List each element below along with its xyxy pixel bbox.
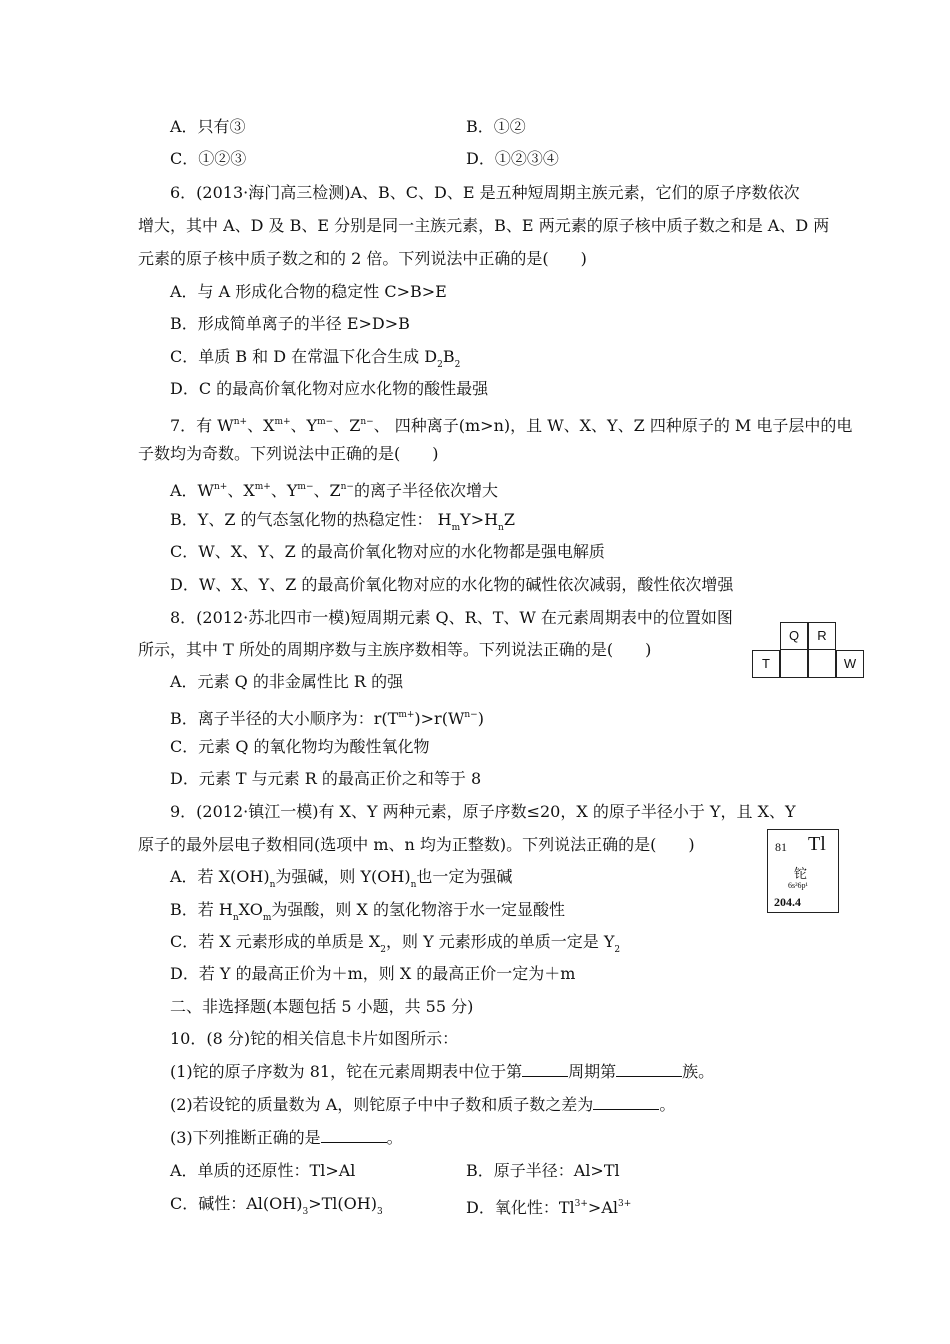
table-cell-t: T (752, 650, 780, 678)
q7-option-a: A．$W^{n+}$、$X^{m+}$、$Y^{m-}$、$Z^{n-}$的离子半径依次增大 (170, 481, 498, 500)
card-symbol: Tl (808, 833, 826, 855)
card-config: 6s²6p¹ (788, 881, 808, 890)
q6-stem-line1: 6．(2013·海门高三检测)A、B、C、D、E 是五种短周期主族元素，它们的原子序数依次 (170, 183, 800, 202)
q7-stem-line1: 7．有 $W^{n+}$、$X^{m+}$、$Y^{m-}$、$Z^{n-}$、 四种离子(m>n)，且 W、X、Y、Z 四种原子的 M 电子层中的电 (170, 416, 853, 435)
q7-stem-line2: 子数均为奇数。下列说法中正确的是( ) (138, 444, 439, 463)
q6-stem-line2: 增大，其中 A、D 及 B、E 分别是同一主族元素，B、E 两元素的原子核中质子数之和是 A、D 两 (138, 216, 830, 235)
q10-option-b: B．原子半径：Al>Tl (466, 1161, 620, 1180)
q5-option-c: C．①②③ (170, 149, 247, 168)
q6-option-d: D．C 的最高价氧化物对应水化物的酸性最强 (170, 379, 489, 398)
q8-stem-line1: 8．(2012·苏北四市一模)短周期元素 Q、R、T、W 在元素周期表中的位置如图 (170, 608, 733, 627)
q7-option-c: C．W、X、Y、Z 的最高价氧化物对应的水化物都是强电解质 (170, 542, 605, 561)
answer-blank-inference[interactable] (321, 1127, 387, 1143)
q10-part2: (2)若设铊的质量数为 A，则铊原子中中子数和质子数之差为 。 (170, 1095, 676, 1114)
card-atomic-number: 81 (775, 840, 787, 854)
q10-part1: (1)铊的原子序数为 81，铊在元素周期表中位于第 周期第 族。 (170, 1062, 715, 1081)
q9-option-c: C．若 X 元素形成的单质是 $X_2$，则 Y 元素形成的单质一定是 $Y_2$ (170, 932, 621, 955)
card-mass: 204.4 (774, 895, 801, 909)
card-name: 铊 (794, 866, 808, 881)
table-cell-empty-2 (808, 650, 836, 678)
q6-option-b: B．形成简单离子的半径 E>D>B (170, 314, 410, 333)
q8-option-b: B．离子半径的大小顺序为：$r(T^{m+})>r(W^{n-})$ (170, 709, 484, 728)
answer-blank-group[interactable] (616, 1061, 682, 1077)
answer-blank-period[interactable] (522, 1061, 568, 1077)
section-heading: 二、非选择题(本题包括 5 小题，共 55 分) (170, 997, 474, 1016)
q7-option-d: D．W、X、Y、Z 的最高价氧化物对应的水化物的碱性依次减弱，酸性依次增强 (170, 575, 734, 594)
table-cell-q: Q (780, 622, 808, 650)
q6-option-c: C．单质 B 和 D 在常温下化合生成 $D_2B_2$ (170, 347, 461, 370)
q6-option-a: A．与 A 形成化合物的稳定性 C>B>E (170, 282, 447, 301)
q9-stem-line2: 原子的最外层电子数相同(选项中 m、n 均为正整数)。下列说法正确的是( ) (138, 835, 695, 854)
q8-stem-line2: 所示，其中 T 所处的周期序数与主族序数相等。下列说法正确的是( ) (138, 640, 652, 659)
q8-option-c: C．元素 Q 的氧化物均为酸性氧化物 (170, 737, 430, 756)
q9-option-b: B．若 $H_nXO_m$为强酸，则 X 的氢化物溶于水一定显酸性 (170, 900, 565, 923)
q9-stem-line1: 9．(2012·镇江一模)有 X、Y 两种元素，原子序数≤20，X 的原子半径小于 Y，且 X、Y (170, 802, 796, 821)
q10-option-a: A．单质的还原性：Tl>Al (170, 1161, 356, 1180)
q9-option-d: D．若 Y 的最高正价为＋m，则 X 的最高正价一定为＋m (170, 964, 576, 983)
q8-option-a: A．元素 Q 的非金属性比 R 的强 (170, 672, 404, 691)
q10-part3: (3)下列推断正确的是 。 (170, 1128, 403, 1147)
q5-option-b: B．①② (466, 117, 526, 136)
answer-blank-difference[interactable] (593, 1094, 659, 1110)
q8-option-d: D．元素 T 与元素 R 的最高正价之和等于 8 (170, 769, 482, 788)
q6-stem-line3: 元素的原子核中质子数之和的 2 倍。下列说法中正确的是( ) (138, 249, 587, 268)
q10-option-d: D．氧化性：$Tl^{3+}>Al^{3+}$ (466, 1198, 632, 1217)
q7-option-b: B．Y、Z 的气态氢化物的热稳定性： $H_mY>H_nZ$ (170, 510, 515, 533)
q5-option-a: A．只有③ (170, 117, 246, 136)
table-cell-empty-1 (780, 650, 808, 678)
table-cell-w: W (836, 650, 864, 678)
q10-option-c: C．碱性：$Al(OH)_3>Tl(OH)_3$ (170, 1194, 383, 1217)
element-card (767, 829, 839, 913)
q9-option-a: A．若 $X(OH)_n$为强碱，则 $Y(OH)_n$也一定为强碱 (170, 867, 513, 890)
q5-option-d: D．①②③④ (466, 149, 559, 168)
q10-stem: 10．(8 分)铊的相关信息卡片如图所示： (170, 1029, 459, 1048)
table-cell-r: R (808, 622, 836, 650)
